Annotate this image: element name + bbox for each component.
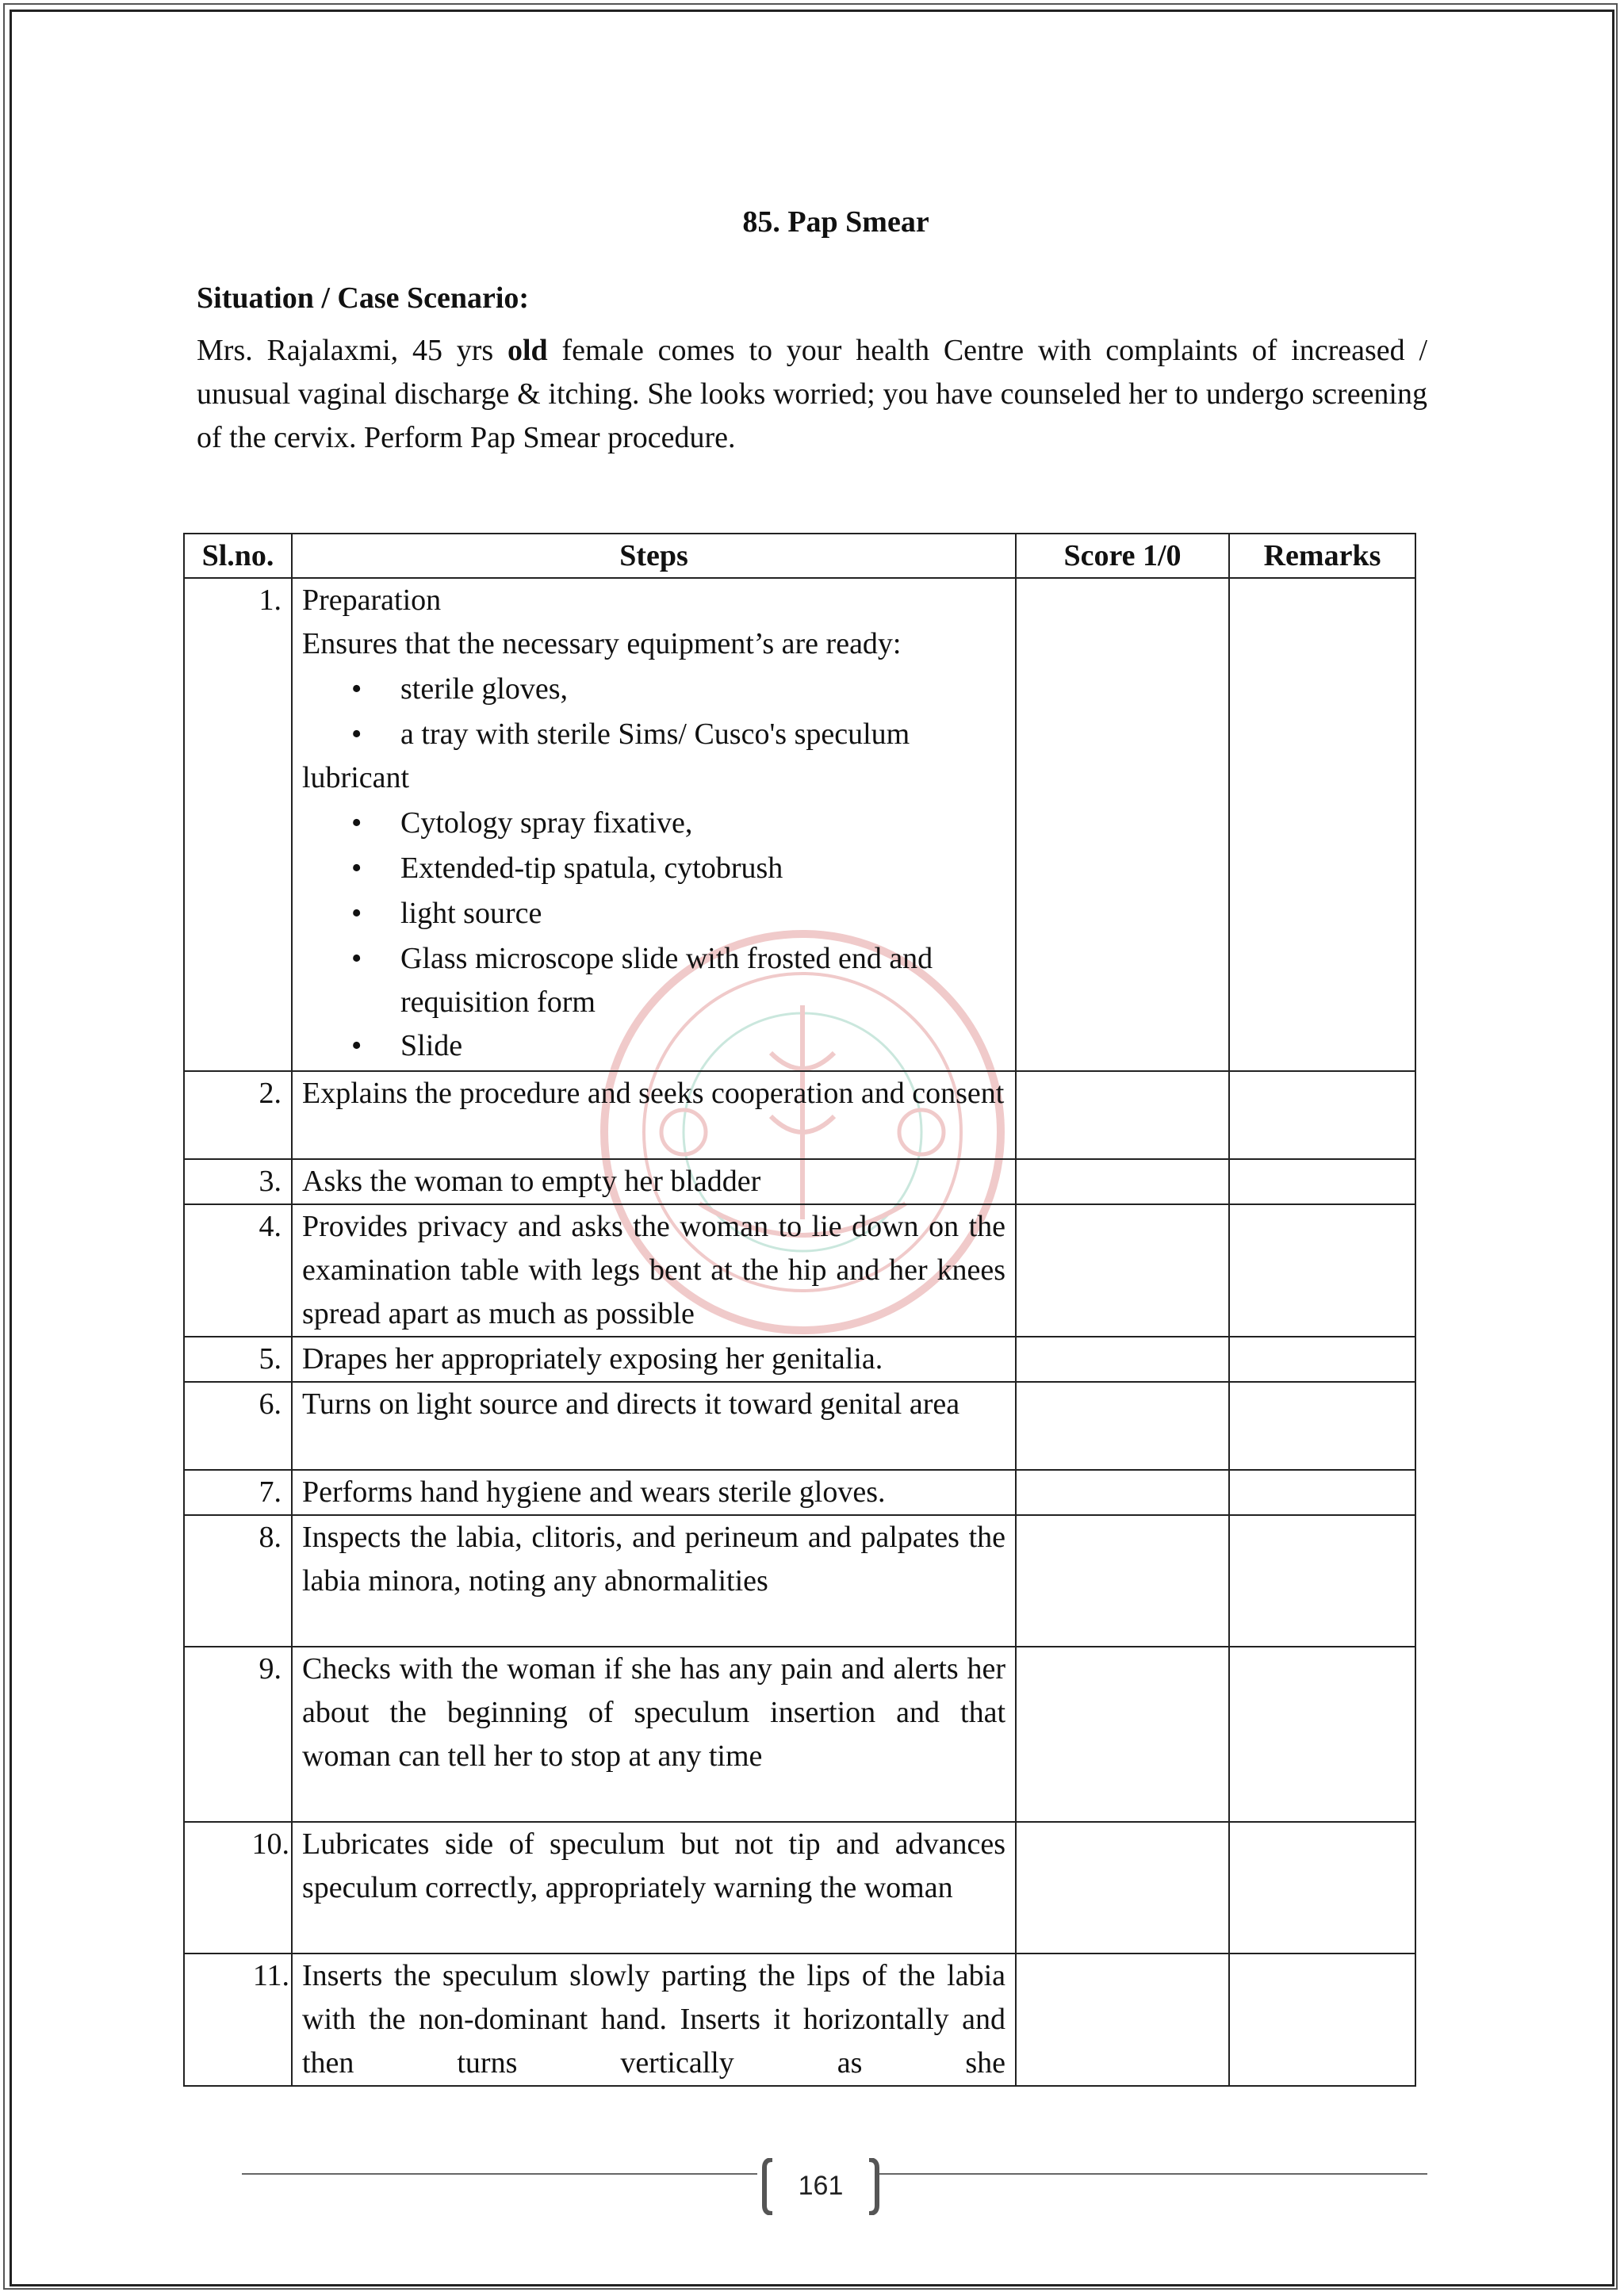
table-row (184, 1071, 1415, 1159)
row-number: 2. (184, 1071, 292, 1159)
row-number: 3. (184, 1159, 292, 1204)
remarks-cell[interactable] (1229, 1515, 1415, 1647)
case-scenario (197, 329, 1427, 460)
step-text: Inspects the labia, clitoris, and perineum and palpates the labia minora, noting any abnormalities (292, 1515, 1016, 1647)
list-item: • Cytology spray fixative, (302, 802, 1005, 845)
list-item: • Glass microscope slide with frosted end and requisition form (302, 937, 1005, 1024)
equipment-list-cont (302, 802, 1005, 1068)
table-row (184, 1382, 1415, 1470)
score-cell[interactable] (1016, 1822, 1229, 1954)
step-text: Checks with the woman if she has any pain and alerts her about the beginning of speculum insertion and that woman can tell her to stop at any time (292, 1647, 1016, 1822)
table-row (184, 1647, 1415, 1822)
situation-heading: Situation / Case Scenario: (197, 281, 530, 315)
row-number: 1. (184, 578, 292, 1071)
scenario-bold-word: old (507, 334, 548, 367)
table-row (184, 1159, 1415, 1204)
row-number: 11. (184, 1954, 292, 2086)
score-cell[interactable] (1016, 1071, 1229, 1159)
footer-rule-left (242, 2173, 757, 2175)
remarks-cell[interactable] (1229, 1382, 1415, 1470)
list-item: • a tray with sterile Sims/ Cusco's speculum (302, 713, 1005, 756)
score-cell[interactable] (1016, 1159, 1229, 1204)
row-number: 6. (184, 1382, 292, 1470)
scenario-part1: Mrs. Rajalaxmi, 45 yrs (197, 334, 508, 367)
footer-rule-right (877, 2173, 1427, 2175)
page-title: 85. Pap Smear (742, 205, 929, 239)
remarks-cell[interactable] (1229, 1337, 1415, 1382)
step-text: Lubricates side of speculum but not tip and advances speculum correctly, appropriately warning the woman (292, 1822, 1016, 1954)
step-text: Turns on light source and directs it toward genital area (292, 1382, 1016, 1470)
score-cell[interactable] (1016, 1954, 1229, 2086)
row-number: 10. (184, 1822, 292, 1954)
step-text: Asks the woman to empty her bladder (292, 1159, 1016, 1204)
table-header-row (184, 534, 1415, 578)
step-text (292, 578, 1016, 1071)
remarks-cell[interactable] (1229, 1822, 1415, 1954)
header-steps: Steps (292, 534, 1016, 578)
step-text: Provides privacy and asks the woman to lie down on the examination table with legs bent at the hip and her knees spread apart as much as possible (292, 1204, 1016, 1337)
step-text: Performs hand hygiene and wears sterile gloves. (292, 1470, 1016, 1515)
row-number: 9. (184, 1647, 292, 1822)
step-text: Explains the procedure and seeks cooperation and consent (292, 1071, 1016, 1159)
page-number: 161 (798, 2171, 844, 2201)
remarks-cell[interactable] (1229, 1470, 1415, 1515)
score-cell[interactable] (1016, 1515, 1229, 1647)
header-remarks: Remarks (1229, 534, 1415, 578)
remarks-cell[interactable] (1229, 1204, 1415, 1337)
step1-continuation: lubricant (302, 761, 410, 794)
list-item: • sterile gloves, (302, 668, 1005, 711)
table-row (184, 578, 1415, 1071)
remarks-cell[interactable] (1229, 578, 1415, 1071)
table-row (184, 1470, 1415, 1515)
row-number: 5. (184, 1337, 292, 1382)
score-cell[interactable] (1016, 1337, 1229, 1382)
step-text: Inserts the speculum slowly parting the lips of the labia with the non-dominant hand. Inserts it horizontally and then turns vertically as she (292, 1954, 1016, 2086)
table-row (184, 1515, 1415, 1647)
score-cell[interactable] (1016, 1204, 1229, 1337)
header-slno: Sl.no. (184, 534, 292, 578)
remarks-cell[interactable] (1229, 1954, 1415, 2086)
row-number: 4. (184, 1204, 292, 1337)
table-row (184, 1822, 1415, 1954)
score-cell[interactable] (1016, 1382, 1229, 1470)
row-number: 7. (184, 1470, 292, 1515)
list-item: • Slide (302, 1024, 1005, 1068)
table-row (184, 1954, 1415, 2086)
equipment-list (302, 668, 1005, 756)
table-row (184, 1204, 1415, 1337)
step1-line2: Ensures that the necessary equipment’s are ready: (302, 627, 902, 660)
score-cell[interactable] (1016, 1647, 1229, 1822)
score-cell[interactable] (1016, 578, 1229, 1071)
table-row (184, 1337, 1415, 1382)
list-item: • light source (302, 892, 1005, 936)
header-score: Score 1/0 (1016, 534, 1229, 578)
remarks-cell[interactable] (1229, 1159, 1415, 1204)
list-item: • Extended-tip spatula, cytobrush (302, 847, 1005, 890)
row-number: 8. (184, 1515, 292, 1647)
step1-line1: Preparation (302, 584, 442, 617)
step-text: Drapes her appropriately exposing her genitalia. (292, 1337, 1016, 1382)
scenario-part2: female comes to your health Centre with complaints of increased / unusual vaginal discharge & itching. She looks worried; you have counseled her to undergo screening of the cervix. Perform Pap Smear procedure. (197, 334, 1428, 454)
score-cell[interactable] (1016, 1470, 1229, 1515)
checklist-table (183, 533, 1416, 2087)
remarks-cell[interactable] (1229, 1071, 1415, 1159)
remarks-cell[interactable] (1229, 1647, 1415, 1822)
